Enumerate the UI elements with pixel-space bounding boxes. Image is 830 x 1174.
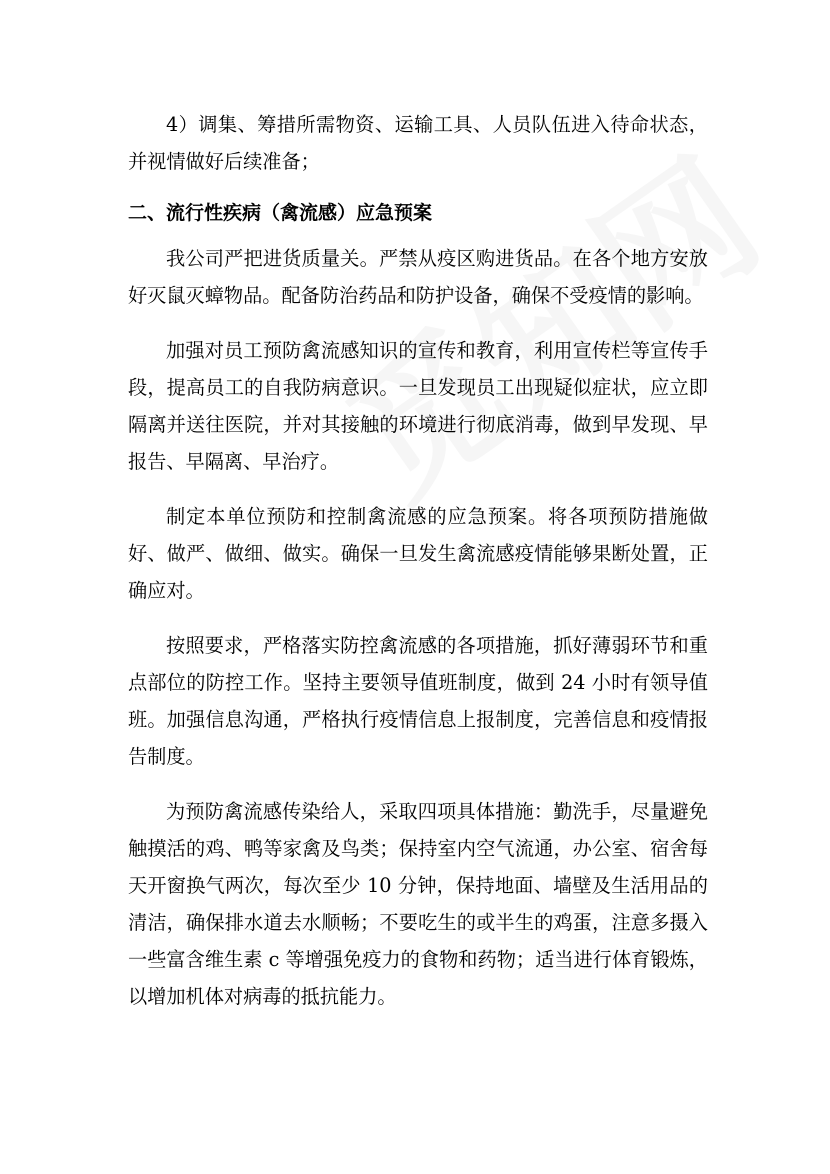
section-heading: 二、流行性疾病（禽流感）应急预案 <box>128 202 433 224</box>
document-body <box>128 106 708 1015</box>
paragraph-staff-education: 加强对员工预防禽流感知识的宣传和教育，利用宣传栏等宣传手段，提高员工的自我防病意识。一旦发现员工出现疑似症状，应立即隔离并送往医院，并对其接触的环境进行彻底消毒，做到早发现、早报告、早隔离、早治疗。 <box>128 339 708 473</box>
paragraph-control-measures: 按照要求，严格落实防控禽流感的各项措施，抓好薄弱环节和重点部位的防控工作。坚持主要领导值班制度，做到 24 小时有领导值班。加强信息沟通，严格执行疫情信息上报制度，完善信息和疫情报告制度。 <box>128 634 708 768</box>
paragraph-prevention-steps: 为预防禽流感传染给人，采取四项具体措施：勤洗手，尽量避免触摸活的鸡、鸭等家禽及鸟类；保持室内空气流通，办公室、宿舍每天开窗换气两次，每次至少 10 分钟，保持地面、墙壁及生活用品的清洁，确保排水道去水顺畅；不要吃生的或半生的鸡蛋，注意多摄入一些富含维生素 c 等增强免疫力的食物和药物；适当进行体育锻炼，以增加机体对病毒的抵抗能力。 <box>128 800 708 1008</box>
paragraph-emergency-plan: 制定本单位预防和控制禽流感的应急预案。将各项预防措施做好、做严、做细、做实。确保一旦发生禽流感疫情能够果断处置，正确应对。 <box>128 505 708 602</box>
paragraph-item-4: 4）调集、筹措所需物资、运输工具、人员队伍进入待命状态，并视情做好后续准备； <box>128 113 708 173</box>
paragraph-supply-quality: 我公司严把进货质量关。严禁从疫区购进货品。在各个地方安放好灭鼠灭蟑物品。配备防治药品和防护设备，确保不受疫情的影响。 <box>128 247 708 307</box>
